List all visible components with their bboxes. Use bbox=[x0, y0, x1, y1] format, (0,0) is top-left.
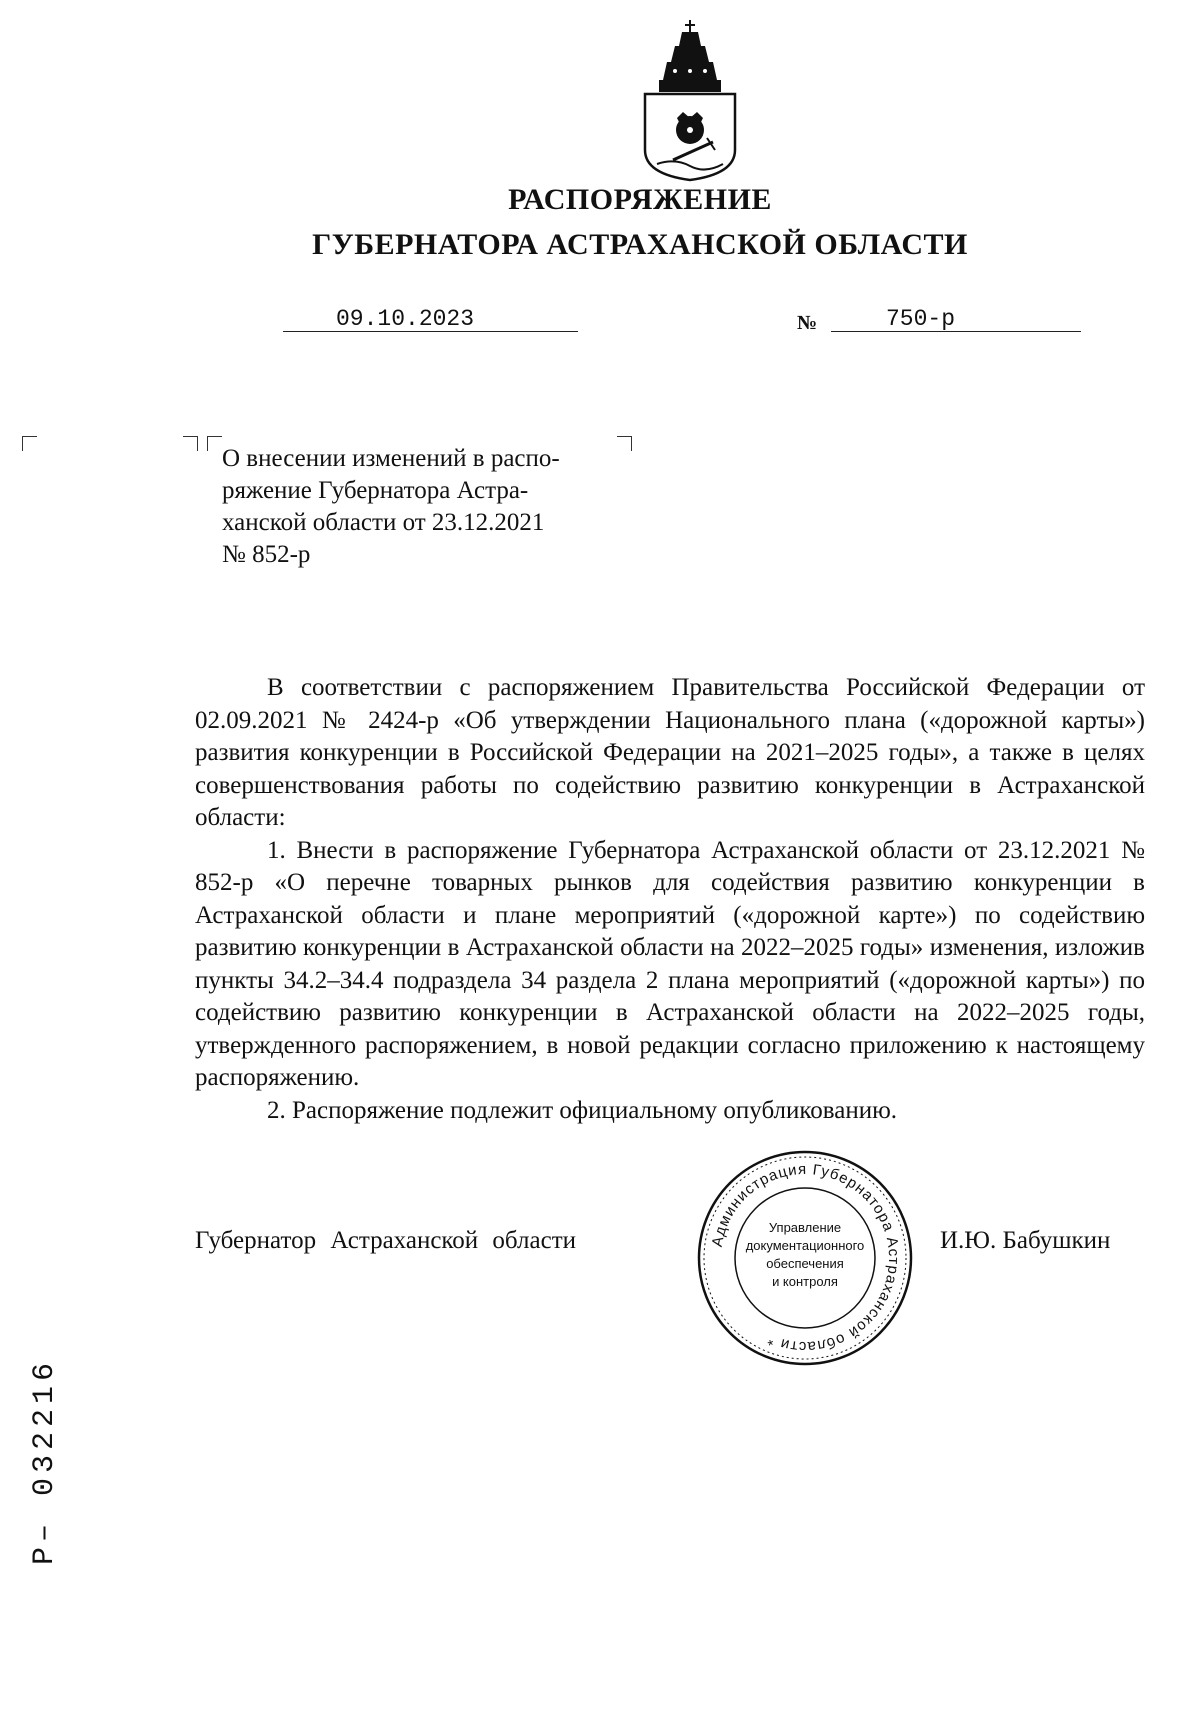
document-subject bbox=[222, 443, 614, 571]
number-sign: № bbox=[797, 312, 818, 334]
document-type-title: РАСПОРЯЖЕНИЕ bbox=[508, 183, 772, 216]
svg-text:Администрация Губернатора Астр: Администрация Губернатора Астраханской области * bbox=[708, 1160, 903, 1356]
document-date: 09.10.2023 bbox=[336, 306, 475, 332]
subject-corner-mark bbox=[207, 436, 222, 451]
document-body bbox=[195, 672, 1145, 1127]
subject-line: ряжение Губернатора Астра- bbox=[222, 477, 529, 504]
subject-corner-mark bbox=[183, 436, 198, 451]
subject-line: № 852-р bbox=[222, 541, 311, 568]
svg-text:обеспечения: обеспечения bbox=[766, 1256, 844, 1271]
coat-of-arms-icon bbox=[635, 18, 745, 183]
signatory-position: Губернатор Астраханской области bbox=[195, 1227, 577, 1254]
official-seal-stamp bbox=[695, 1148, 915, 1368]
item-2-paragraph: 2. Распоряжение подлежит официальному опубликованию. bbox=[267, 1096, 898, 1124]
preamble-paragraph: В соответствии с распоряжением Правительства Российской Федерации от 02.09.2021 № 2424-р «Об утверждении Национального плана («дорожной карты») развития конкуренции в Российской Федерации на 2021–2025 годы», а также в целях совершенствования работы по содействию развитию конкуренции в Астраханской области: bbox=[195, 674, 1145, 831]
svg-text:документационного: документационного bbox=[745, 1238, 865, 1253]
registration-number bbox=[22, 1360, 62, 1570]
registration-code: Р– 032216 bbox=[28, 1360, 62, 1565]
subject-line: О внесении изменений в распо- bbox=[222, 445, 560, 472]
margin-corner-mark bbox=[22, 436, 37, 451]
issuer-title: ГУБЕРНАТОРА АСТРАХАНСКОЙ ОБЛАСТИ bbox=[312, 228, 968, 261]
item-1-paragraph: 1. Внести в распоряжение Губернатора Астраханской области от 23.12.2021 № 852-р «О перечне товарных рынков для содействия развитию конкуренции в Астраханской области и плане мероприятий («дорожной карте») по содействию развитию конкуренции в Астраханской области на 2022–2025 годы» изменения, изложив пункты 34.2–34.4 подраздела 34 раздела 2 плана мероприятий («дорожной карты») по содействию развитию конкуренции в Астраханской области на 2022–2025 годы, утвержденного распоряжением, в новой редакции согласно приложению к настоящему распоряжению. bbox=[195, 836, 1145, 1091]
subject-corner-mark bbox=[617, 436, 632, 451]
number-underline bbox=[831, 331, 1081, 332]
svg-text:Управление: Управление bbox=[768, 1220, 842, 1235]
date-underline bbox=[283, 331, 578, 332]
signatory-name: И.Ю. Бабушкин bbox=[940, 1227, 1111, 1254]
subject-line: ханской области от 23.12.2021 bbox=[222, 509, 545, 536]
svg-text:и контроля: и контроля bbox=[772, 1274, 838, 1289]
document-number: 750-р bbox=[886, 306, 956, 332]
